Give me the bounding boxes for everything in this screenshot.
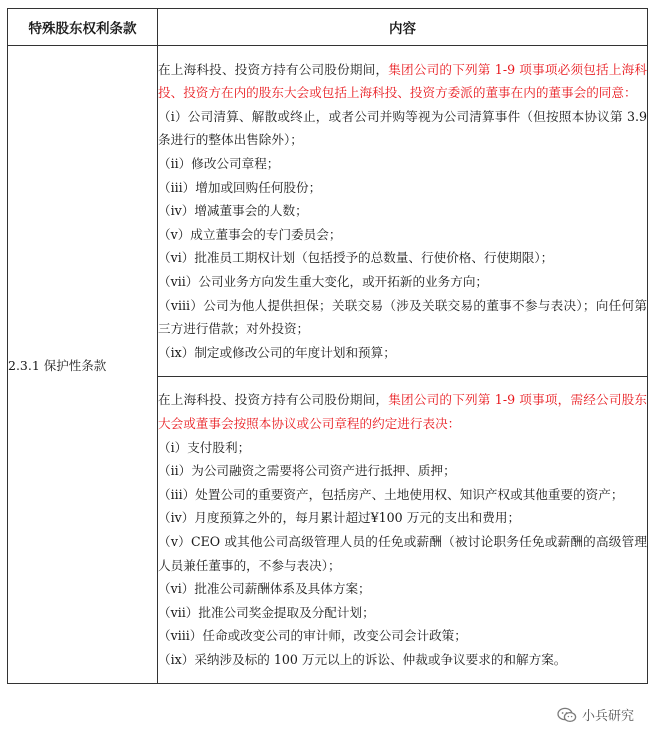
header-right: 内容: [158, 9, 648, 46]
list-item: （iii）增加或回购任何股份；: [158, 179, 322, 195]
list-item: （i）支付股利；: [158, 439, 251, 455]
row-label: 2.3.1 保护性条款: [8, 46, 158, 684]
block-1-intro: [158, 58, 647, 105]
list-item: （v）CEO 或其他公司高级管理人员的任免或薪酬（被讨论职务任免或薪酬的高级管理人员兼任董事的，不参与表决）；: [158, 534, 647, 573]
block-1-intro-normal: 在上海科投、投资方持有公司股份期间，: [158, 61, 389, 77]
list-item: （ii）为公司融资之需要将公司资产进行抵押、质押；: [158, 463, 456, 479]
wechat-icon: [557, 707, 577, 723]
list-item: （viii）公司为他人提供担保；关联交易（涉及关联交易的董事不参与表决）；向任何第三方进行借款；对外投资；: [158, 297, 647, 337]
list-item: （ix）制定或修改公司的年度计划和预算；: [158, 344, 396, 360]
watermark: [557, 705, 634, 724]
list-item: （vii）公司业务方向发生重大变化，或开拓新的业务方向；: [158, 273, 489, 289]
block-2-intro: [158, 388, 647, 435]
block-1: [158, 58, 647, 365]
block-1-intro-red: 集团公司的下列第 1-9 项事项必须包括上海科投、投资方在内的股东大会或包括上海科投、投资方委派的董事在内的董事会的同意：: [158, 61, 648, 101]
block-2-intro-normal: 在上海科投、投资方持有公司股份期间，: [158, 392, 389, 408]
list-item: （iii）处置公司的重要资产，包括房产、土地使用权、知识产权或其他重要的资产；: [158, 486, 624, 502]
list-item: （i）公司清算、解散或终止，或者公司并购等视为公司清算事件（但按照本协议第 3.9 条进行的整体出售除外）；: [158, 108, 647, 148]
list-item: （iv）增减董事会的人数；: [158, 203, 308, 219]
list-item: （ii）修改公司章程；: [158, 156, 280, 172]
list-item: （v）成立董事会的专门委员会；: [158, 226, 342, 242]
block-2-intro-red: 集团公司的下列第 1-9 项事项，需经公司股东大会或董事会按照本协议或公司章程的约定进行表决：: [158, 392, 648, 432]
list-item: （ix）采纳涉及标的 100 万元以上的诉讼、仲裁或争议要求的和解方案。: [158, 651, 567, 667]
content-block-1: [158, 46, 648, 377]
list-item: （vi）批准公司薪酬体系及具体方案；: [158, 581, 371, 597]
header-left: 特殊股东权利条款: [8, 9, 158, 46]
list-item: （viii）任命或改变公司的审计师，改变公司会计政策；: [158, 628, 467, 644]
content-block-2: [158, 377, 648, 684]
content-row-1: [8, 46, 648, 377]
terms-table: [7, 8, 648, 684]
list-item: （iv）月度预算之外的，每月累计超过¥100 万元的支出和费用；: [158, 510, 521, 526]
block-2: [158, 388, 647, 671]
list-item: （vii）批准公司奖金提取及分配计划；: [158, 604, 375, 620]
header-row: [8, 9, 648, 46]
watermark-text: 小兵研究: [581, 709, 634, 724]
list-item: （vi）批准员工期权计划（包括授予的总数量、行使价格、行使期限）；: [158, 250, 554, 266]
